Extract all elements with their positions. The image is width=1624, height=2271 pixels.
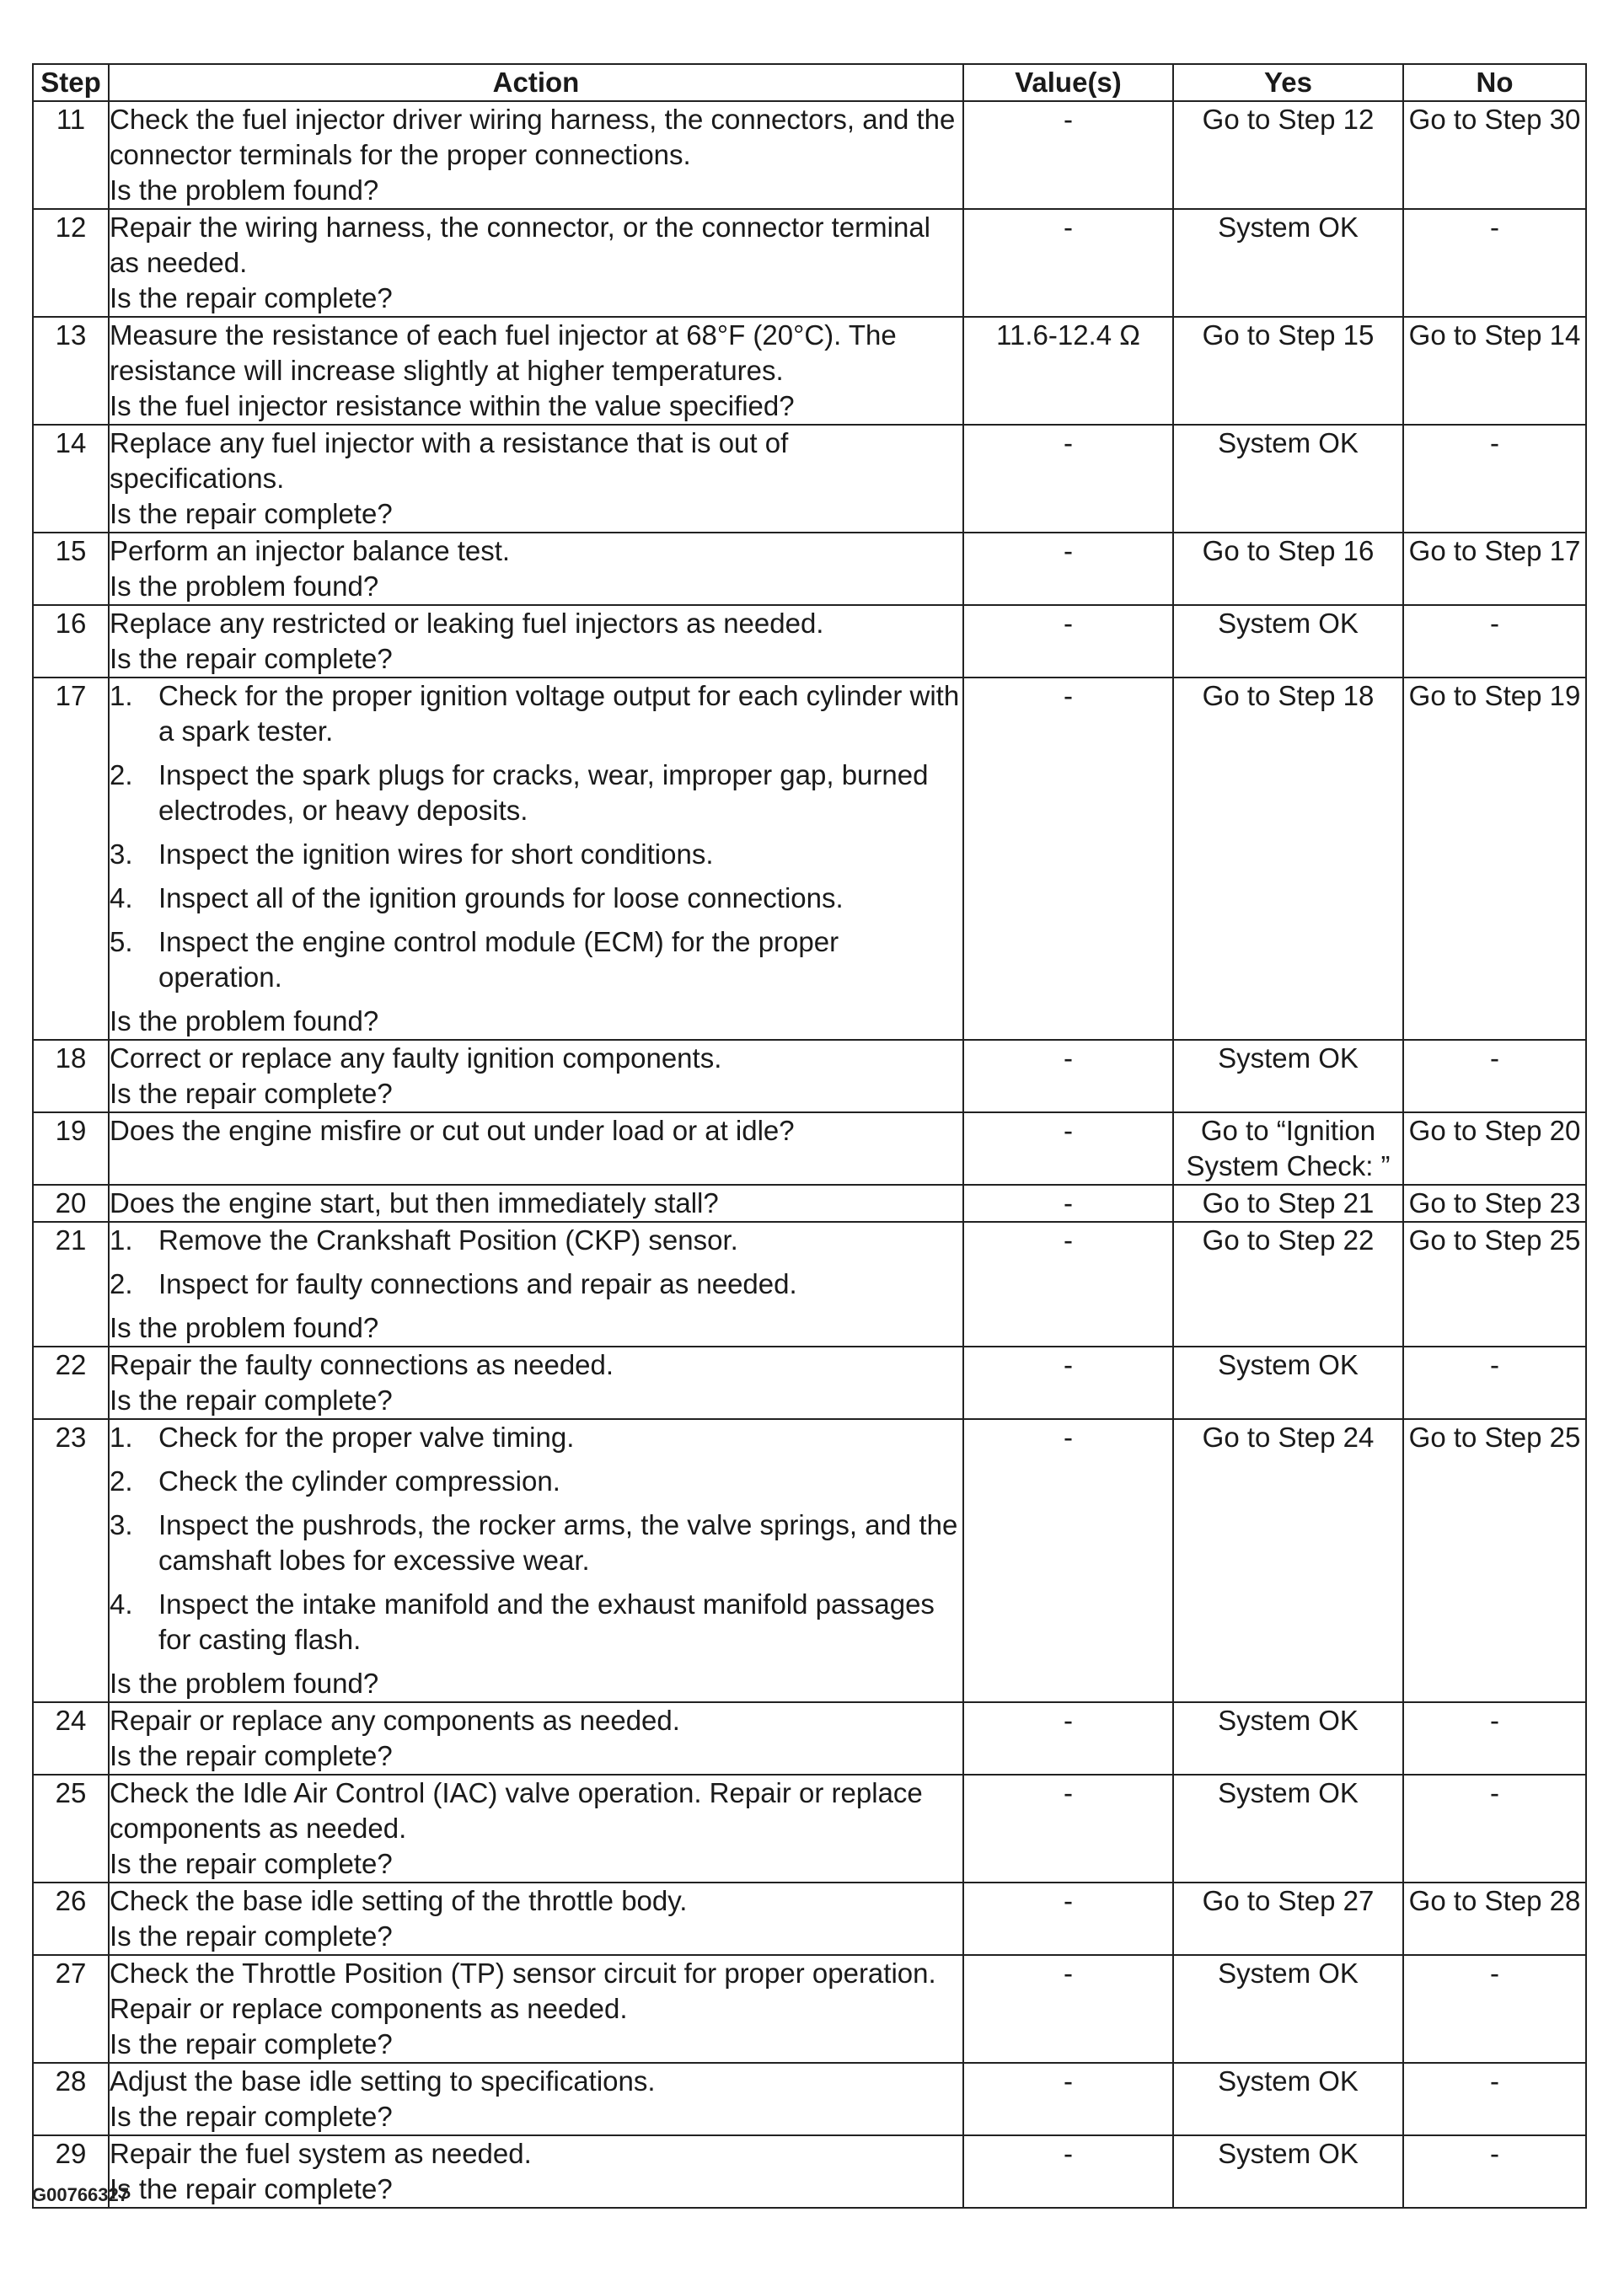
value-cell: - [963,2135,1173,2208]
action-text: Is the problem found? [110,1668,379,1699]
action-step-item [110,1223,962,1258]
no-cell: Go to Step 23 [1403,1185,1586,1222]
table-header-row [33,64,1586,101]
action-step-list [110,1223,962,1302]
yes-cell: Go to Step 15 [1173,317,1403,425]
table-row [33,678,1586,1040]
action-cell [109,101,963,209]
action-text: Does the engine start, but then immediately stall? [110,1187,719,1219]
table-row [33,1883,1586,1955]
table-row [33,605,1586,678]
no-cell: - [1403,1040,1586,1112]
action-step-item [110,1508,962,1578]
value-cell: - [963,1222,1173,1347]
no-cell: - [1403,1775,1586,1883]
action-text: Is the repair complete? [110,282,393,313]
no-cell: Go to Step 19 [1403,678,1586,1040]
action-step-text: Inspect the intake manifold and the exhaust manifold passages for casting flash. [158,1588,935,1655]
action-cell [109,2063,963,2135]
step-number: 15 [33,533,109,605]
step-number: 27 [33,1955,109,2063]
action-text: Is the repair complete? [110,1848,393,1879]
value-cell: - [963,605,1173,678]
value-cell: - [963,533,1173,605]
step-number: 25 [33,1775,109,1883]
action-cell [109,1883,963,1955]
action-step-item [110,678,962,749]
value-cell: - [963,1185,1173,1222]
action-text: Is the repair complete? [110,2173,393,2204]
table-row [33,2063,1586,2135]
action-step-number: 5. [110,926,133,957]
action-cell [109,533,963,605]
step-number: 12 [33,209,109,317]
yes-cell: Go to Step 12 [1173,101,1403,209]
value-cell: - [963,101,1173,209]
action-step-item [110,758,962,828]
step-number: 21 [33,1222,109,1347]
action-step-text: Check for the proper ignition voltage output for each cylinder with a spark tester. [158,680,960,747]
action-cell [109,209,963,317]
action-text: Is the repair complete? [110,498,393,529]
yes-cell: Go to Step 24 [1173,1419,1403,1702]
yes-cell: System OK [1173,2063,1403,2135]
step-number: 14 [33,425,109,533]
action-cell [109,605,963,678]
action-step-number: 3. [110,1509,133,1540]
action-text: Is the repair complete? [110,643,393,674]
action-step-item [110,881,962,916]
action-step-list [110,678,962,995]
action-step-item [110,1420,962,1455]
table-row [33,1222,1586,1347]
yes-cell: System OK [1173,1775,1403,1883]
yes-cell: System OK [1173,1040,1403,1112]
action-text: Is the repair complete? [110,2028,393,2059]
no-cell: - [1403,1702,1586,1775]
no-cell: Go to Step 25 [1403,1419,1586,1702]
action-text: Is the repair complete? [110,2101,393,2132]
yes-cell: System OK [1173,2135,1403,2208]
action-step-item [110,1267,962,1302]
action-text: Perform an injector balance test. [110,535,511,566]
table-row [33,1419,1586,1702]
step-number: 24 [33,1702,109,1775]
no-cell: - [1403,605,1586,678]
action-text: Check the Throttle Position (TP) sensor circuit for proper operation. Repair or replace components as needed. [110,1958,936,2024]
step-number: 26 [33,1883,109,1955]
table-row [33,1347,1586,1419]
table-row [33,1112,1586,1185]
action-text: Check the base idle setting of the throttle body. [110,1885,688,1916]
value-cell: - [963,1419,1173,1702]
action-step-number: 2. [110,1268,133,1299]
yes-cell: System OK [1173,1347,1403,1419]
action-step-number: 3. [110,838,133,870]
no-cell: Go to Step 30 [1403,101,1586,209]
action-step-text: Inspect the engine control module (ECM) for the proper operation. [158,926,839,993]
yes-cell: System OK [1173,1955,1403,2063]
action-text: Is the problem found? [110,1312,379,1343]
value-cell: - [963,2063,1173,2135]
action-step-number: 4. [110,1588,133,1620]
action-text: Is the repair complete? [110,1385,393,1416]
action-step-number: 2. [110,1465,133,1497]
value-cell: - [963,209,1173,317]
step-number: 29 [33,2135,109,2208]
no-cell: - [1403,209,1586,317]
table-row [33,425,1586,533]
action-text: Adjust the base idle setting to specifications. [110,2065,656,2097]
action-text: Measure the resistance of each fuel injector at 68°F (20°C). The resistance will increase slightly at higher temperatures. [110,319,897,386]
step-number: 17 [33,678,109,1040]
action-cell [109,1702,963,1775]
step-number: 13 [33,317,109,425]
table-row [33,1702,1586,1775]
action-text: Correct or replace any faulty ignition components. [110,1042,722,1074]
header-step: Step [33,64,109,101]
value-cell: - [963,1040,1173,1112]
action-cell [109,1955,963,2063]
value-cell: - [963,425,1173,533]
yes-cell: System OK [1173,425,1403,533]
step-number: 23 [33,1419,109,1702]
action-step-number: 2. [110,759,133,790]
step-number: 22 [33,1347,109,1419]
document-id: G00766327 [32,2184,129,2205]
table-row [33,317,1586,425]
value-cell: - [963,1112,1173,1185]
action-cell [109,1775,963,1883]
no-cell: Go to Step 20 [1403,1112,1586,1185]
no-cell: - [1403,1347,1586,1419]
no-cell: - [1403,1955,1586,2063]
no-cell: Go to Step 17 [1403,533,1586,605]
yes-cell: System OK [1173,1702,1403,1775]
action-cell [109,317,963,425]
action-cell [109,678,963,1040]
table-row [33,101,1586,209]
action-step-item [110,924,962,995]
action-cell [109,2135,963,2208]
action-step-text: Inspect for faulty connections and repair as needed. [158,1268,797,1299]
action-step-item [110,837,962,872]
action-step-text: Check the cylinder compression. [158,1465,560,1497]
action-step-text: Check for the proper valve timing. [158,1422,575,1453]
action-text: Check the fuel injector driver wiring harness, the connectors, and the connector terminals for the proper connections. [110,104,956,170]
action-step-number: 4. [110,882,133,913]
no-cell: - [1403,2063,1586,2135]
value-cell: - [963,1955,1173,2063]
yes-cell: Go to Step 27 [1173,1883,1403,1955]
value-cell: - [963,678,1173,1040]
action-text: Is the problem found? [110,1005,379,1036]
action-step-number: 1. [110,680,133,711]
action-text: Is the problem found? [110,174,379,206]
action-text: Is the repair complete? [110,1740,393,1771]
action-text: Repair or replace any components as needed. [110,1705,680,1736]
action-text: Repair the fuel system as needed. [110,2138,532,2169]
table-row [33,1955,1586,2063]
value-cell: - [963,1702,1173,1775]
action-text: Repair the wiring harness, the connector, or the connector terminal as needed. [110,212,931,278]
action-text: Repair the faulty connections as needed. [110,1349,614,1380]
action-step-text: Inspect the ignition wires for short conditions. [158,838,714,870]
action-cell [109,1185,963,1222]
action-text: Replace any fuel injector with a resistance that is out of specifications. [110,427,789,494]
action-step-text: Inspect the spark plugs for cracks, wear, improper gap, burned electrodes, or heavy deposits. [158,759,929,826]
no-cell: Go to Step 14 [1403,317,1586,425]
action-text: Is the repair complete? [110,1920,393,1952]
step-number: 19 [33,1112,109,1185]
yes-cell: System OK [1173,605,1403,678]
table-body [33,101,1586,2208]
yes-cell: Go to Step 18 [1173,678,1403,1040]
action-cell [109,1112,963,1185]
yes-cell: System OK [1173,209,1403,317]
table-row [33,533,1586,605]
step-number: 20 [33,1185,109,1222]
table-row [33,2135,1586,2208]
action-step-number: 1. [110,1422,133,1453]
action-step-item [110,1587,962,1658]
action-step-text: Inspect the pushrods, the rocker arms, the valve springs, and the camshaft lobes for excessive wear. [158,1509,958,1576]
header-action: Action [109,64,963,101]
action-text: Is the repair complete? [110,1078,393,1109]
diagnostic-table [32,63,1587,2209]
yes-cell: Go to Step 16 [1173,533,1403,605]
action-cell [109,425,963,533]
action-text: Check the Idle Air Control (IAC) valve operation. Repair or replace components as needed. [110,1777,923,1844]
table-row [33,209,1586,317]
action-cell [109,1222,963,1347]
action-cell [109,1347,963,1419]
action-cell [109,1040,963,1112]
action-text: Replace any restricted or leaking fuel injectors as needed. [110,608,824,639]
value-cell: 11.6-12.4 Ω [963,317,1173,425]
header-values: Value(s) [963,64,1173,101]
table-row [33,1040,1586,1112]
table-row [33,1185,1586,1222]
action-cell [109,1419,963,1702]
no-cell: - [1403,425,1586,533]
yes-cell: Go to Step 22 [1173,1222,1403,1347]
table-row [33,1775,1586,1883]
no-cell: Go to Step 28 [1403,1883,1586,1955]
step-number: 16 [33,605,109,678]
yes-cell: Go to Step 21 [1173,1185,1403,1222]
action-text: Does the engine misfire or cut out under load or at idle? [110,1115,795,1146]
yes-cell: Go to “Ignition System Check: ” [1173,1112,1403,1185]
action-step-text: Remove the Crankshaft Position (CKP) sensor. [158,1224,738,1256]
step-number: 18 [33,1040,109,1112]
no-cell: - [1403,2135,1586,2208]
value-cell: - [963,1883,1173,1955]
action-step-item [110,1464,962,1499]
value-cell: - [963,1775,1173,1883]
action-step-list [110,1420,962,1658]
action-step-number: 1. [110,1224,133,1256]
step-number: 28 [33,2063,109,2135]
step-number: 11 [33,101,109,209]
action-text: Is the problem found? [110,570,379,602]
value-cell: - [963,1347,1173,1419]
action-text: Is the fuel injector resistance within the value specified? [110,390,795,421]
action-step-text: Inspect all of the ignition grounds for loose connections. [158,882,844,913]
header-yes: Yes [1173,64,1403,101]
no-cell: Go to Step 25 [1403,1222,1586,1347]
header-no: No [1403,64,1586,101]
